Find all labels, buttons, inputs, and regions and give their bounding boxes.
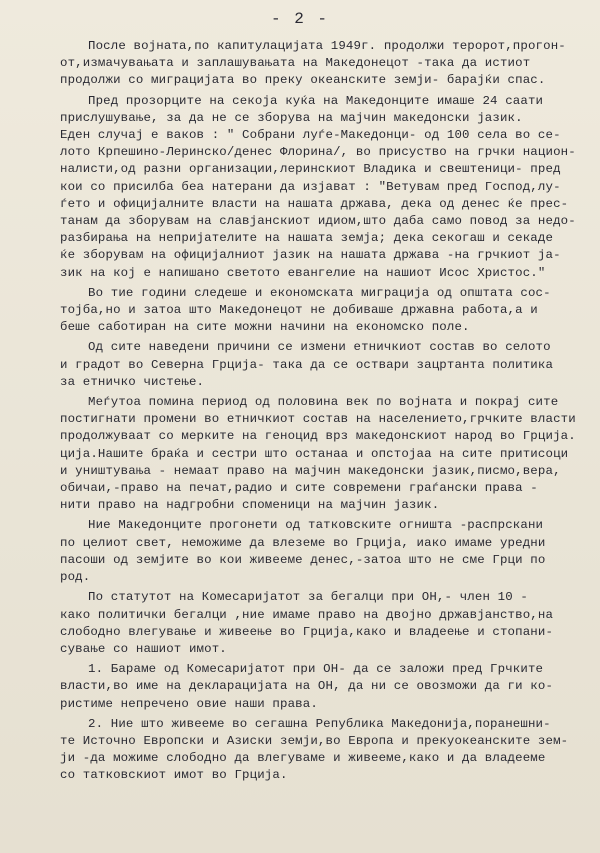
text-line: и градот во Северна Грција- така да се оствари зацртанта политика (60, 357, 554, 372)
text-line: ристиме непречено овие наши права. (60, 696, 318, 711)
text-line: Во тие години следеше и економската миграција од општата сос- (88, 285, 551, 300)
text-line: тојба,но и затоа што Македонецот не добиваше државна работа,а и (60, 303, 538, 318)
text-line: ји -да можиме слободно да влегуваме и живееме,како и да владееме (60, 751, 546, 766)
page-number: - 2 - (270, 10, 329, 28)
paragraph (60, 517, 580, 586)
text-line: Еден случај е ваков : " Собрани луѓе-Македонци- од 100 села во се- (60, 128, 561, 143)
text-line: танам да зборувам на славјанскиот идиом,што даба само повод за недо- (60, 214, 576, 229)
text-line: налисти,од разни организации,леринскиот Владика и свештеници- пред (60, 162, 561, 177)
paragraph (60, 285, 580, 337)
text-line: кои со присилба беа натерани да изјават : "Ветувам пред Господ,лу- (60, 179, 561, 194)
text-line: 1. Бараме од Комесаријатот при ОН- да се заложи пред Грчките (88, 662, 544, 677)
text-line: за етничко чистење. (60, 374, 205, 389)
paragraph (60, 93, 580, 282)
document-body (60, 38, 580, 788)
text-line: те Источно Европски и Азиски земји,во Европа и прекуокеанските зем- (60, 733, 569, 748)
paragraph (60, 394, 580, 514)
text-line: нити право на надгробни споменици на мајчин јазик. (60, 498, 440, 513)
text-line: обичаи,-право на печат,радио и сите современи граѓански права - (60, 481, 538, 496)
text-line: Меѓутоа помина период од половина век по војната и покрај сите (88, 395, 559, 410)
paragraph (60, 716, 580, 785)
text-line: постигнати промени во етничкиот состав на населението,грчките власти (60, 412, 576, 427)
paragraph (60, 38, 580, 90)
text-line: продолжи со миграцијата во преку океанските земји- барајќи спас. (60, 73, 546, 88)
text-line: Од сите наведени причини се измени етничкиот состав во селото (88, 340, 551, 355)
text-line: прислушување, за да не се зборува на мајчин македонски јазик. (60, 110, 523, 125)
text-line: лото Крпешино-Леринско/денес Флорина/, во присуство на грчки национ- (60, 145, 576, 160)
text-line: ќе зборувам на официјалниот јазик на нашата држава -на грчкиот ја- (60, 248, 561, 263)
text-line: како политички бегалци ,ние имаме право на двојно државјанство,на (60, 607, 554, 622)
paragraph (60, 661, 580, 713)
text-line: сување со нашиот имот. (60, 641, 227, 656)
text-line: от,измачувањата и заплашувањата на Македонецот -така да истиот (60, 56, 531, 71)
text-line: и уништувања - немаат право на мајчин македонски јазик,писмо,вера, (60, 463, 561, 478)
text-line: разбирања на непријателите на нашата земја; дека секогаш и секаде (60, 231, 554, 246)
text-line: ѓето и официјалните власти на нашата држава, дека од денес ќе прес- (60, 196, 569, 211)
text-line: После војната,по капитулацијата 1949г. продолжи теророт,прогон- (88, 39, 566, 53)
text-line: род. (60, 570, 91, 585)
text-line: власти,во име на декларацијата на ОН, да ни се овозможи да ги ко- (60, 679, 554, 694)
text-line: продолжуваат со мерките на геноцид врз македонскиот народ во Грција. (60, 429, 576, 444)
text-line: Пред прозорците на секоја куќа на Македонците имаше 24 саати (88, 93, 544, 108)
text-line: Ние Македонците прогонети од татковските огништа -распрскани (88, 518, 544, 533)
paragraph (60, 589, 580, 658)
text-line: слободно влегување и живеење во Грција,како и владеење и стопани- (60, 624, 554, 639)
text-line: зик на кој е напишано светото евангелие на нашиот Исос Христос." (60, 265, 546, 280)
text-line: беше саботиран на сите можни начини на економско поле. (60, 320, 470, 335)
text-line: пасоши од земјите во кои живееме денес,-затоа што не сме Грци по (60, 552, 546, 567)
text-line: со татковскиот имот во Грција. (60, 768, 288, 783)
text-line: По статутот на Комесаријатот за бегалци при ОН,- член 10 - (88, 590, 528, 605)
paragraph (60, 339, 580, 391)
text-line: ција.Нашите браќа и сестри што останаа и опстојаа на сите притисоци (60, 446, 569, 461)
text-line: 2. Ние што живееме во сегашна Република Македонија,поранешни- (88, 716, 551, 731)
text-line: по целиот свет, неможиме да влеземе во Грција, иако имаме уредни (60, 535, 546, 550)
